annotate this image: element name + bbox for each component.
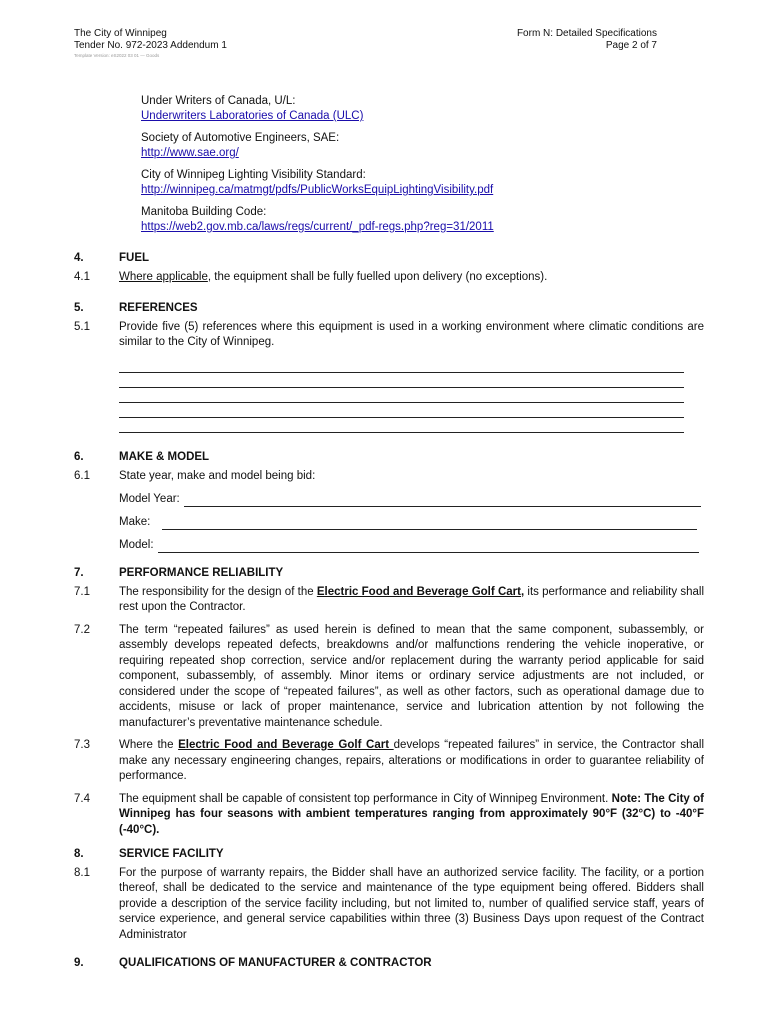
header-left: [74, 28, 227, 59]
make-field[interactable]: [119, 513, 697, 530]
clause-text: Provide five (5) references where this equipment is used in a working environment where climatic conditions are similar to the City of Winnipeg.: [119, 320, 704, 348]
standard-item: [141, 131, 661, 161]
section-performance: [74, 566, 704, 838]
standard-item: [141, 205, 661, 235]
reference-line[interactable]: [119, 418, 684, 433]
standard-name: Manitoba Building Code:: [141, 206, 267, 218]
section-qualifications: [74, 956, 704, 972]
reference-line[interactable]: [119, 373, 684, 388]
temperature-note: Note: The City of Winnipeg has four seasons with ambient temperatures ranging from approximately 90°F (32°C) to -40°F (-40°C).: [119, 792, 704, 836]
city-name: The City of Winnipeg: [74, 28, 167, 39]
clause-underlined: Where applicable: [119, 270, 208, 283]
section-make-model: [74, 450, 704, 553]
model-field[interactable]: [119, 536, 699, 553]
clause-number: 7.1: [74, 585, 90, 598]
section-title: SERVICE FACILITY: [119, 848, 224, 860]
section-title: PERFORMANCE RELIABILITY: [119, 567, 284, 579]
standard-link[interactable]: Underwriters Laboratories of Canada (ULC): [141, 110, 364, 122]
clause-number: 6.1: [74, 469, 90, 482]
reference-line[interactable]: [119, 403, 684, 418]
tender-number: Tender No. 972-2023 Addendum 1: [74, 40, 227, 51]
section-number: 4.: [74, 252, 84, 264]
standard-link[interactable]: https://web2.gov.mb.ca/laws/regs/current/_pdf-regs.php?reg=31/2011: [141, 221, 494, 233]
clause-text: State year, make and model being bid:: [119, 469, 316, 482]
form-title: Form N: Detailed Specifications: [516, 28, 657, 39]
clause-text: [119, 270, 704, 286]
field-label: Model:: [119, 538, 154, 551]
section-title: REFERENCES: [119, 302, 198, 314]
standard-name: Under Writers of Canada, U/L:: [141, 95, 296, 107]
standard-item: [141, 168, 661, 198]
reference-lines: [119, 358, 704, 433]
clause-number: 8.1: [74, 866, 90, 879]
section-number: 6.: [74, 451, 84, 463]
clause-text: Where the Electric Food and Beverage Golf Cart develops “repeated failures” in service, the Contractor shall make any necessary engineering changes, repairs, alterations or modifications in order to guarantee reliability of performance.: [119, 739, 704, 782]
field-label: Model Year:: [119, 492, 180, 505]
clause-number: 7.3: [74, 739, 90, 751]
reference-line[interactable]: [119, 358, 684, 373]
section-title: MAKE & MODEL: [119, 451, 210, 463]
clause-text: The equipment shall be capable of consistent top performance in City of Winnipeg Environment. Note: The City of Winnipeg has four seasons with ambient temperatures ranging from approximately 90°F (32°C) to -40°F (-40°C).: [119, 792, 704, 836]
section-title: FUEL: [119, 252, 150, 264]
standard-link[interactable]: http://www.sae.org/: [141, 147, 239, 159]
model-year-field[interactable]: [119, 490, 701, 507]
clause-number: 7.4: [74, 792, 90, 805]
reference-line[interactable]: [119, 388, 684, 403]
section-service: [74, 847, 704, 943]
product-name: Electric Food and Beverage Golf Cart,: [316, 585, 525, 598]
standard-name: City of Winnipeg Lighting Visibility Standard:: [141, 169, 366, 181]
clause-number: 7.2: [74, 623, 90, 636]
section-references: [74, 301, 704, 433]
section-number: 9.: [74, 957, 84, 969]
template-version: Template Version: eS2022 03 01 — Goods: [74, 53, 160, 58]
section-number: 8.: [74, 848, 84, 860]
clause-number: 5.1: [74, 320, 90, 333]
clause-text: The term “repeated failures” as used herein is defined to mean that the same component, subassembly, or assembly develops repeated defects, breakdowns and/or malfunctions rendering the vehicle inoperative, or requiring repeated shop correction, service and/or replacement during the warranty period applicable for said component, subassembly, of assembly. Minor items or ordinary service adjustments are not included, or considered under the scope of “repeated failures”, as well as other factors, such as operational damage due to accidents, misuse or lack of proper maintenance, service and lubrication attention by not following the manufacturer’s preventative maintenance schedule.: [119, 623, 704, 729]
page-number: Page 2 of 7: [605, 40, 657, 51]
product-name: Electric Food and Beverage Golf Cart: [178, 739, 394, 751]
standard-item: [141, 94, 661, 124]
header-right: [517, 28, 657, 52]
section-title: QUALIFICATIONS OF MANUFACTURER & CONTRACTOR: [119, 957, 432, 969]
standard-name: Society of Automotive Engineers, SAE:: [141, 132, 340, 144]
clause-text: For the purpose of warranty repairs, the Bidder shall have an authorized service facility. The facility, or a portion thereof, shall be dedicated to the service and maintenance of the type equipment being offered. Bidders shall provide a description of the service facility including, but not limited to, number of qualified service staff, years of service experience, and general service capabilities within three (3) Business Days upon request of the Contract Administrator: [119, 866, 704, 941]
section-number: 5.: [74, 302, 84, 314]
standard-link[interactable]: http://winnipeg.ca/matmgt/pdfs/PublicWorksEquipLightingVisibility.pdf: [141, 184, 494, 196]
section-fuel: [74, 251, 704, 285]
section-number: 7.: [74, 567, 84, 579]
clause-rest: , the equipment shall be fully fuelled upon delivery (no exceptions).: [207, 270, 548, 283]
clause-number: 4.1: [74, 270, 90, 283]
standards-list: [141, 94, 661, 242]
field-label: Make:: [119, 515, 151, 528]
clause-text: The responsibility for the design of the Electric Food and Beverage Golf Cart, its performance and reliability shall rest upon the Contractor.: [119, 585, 704, 613]
